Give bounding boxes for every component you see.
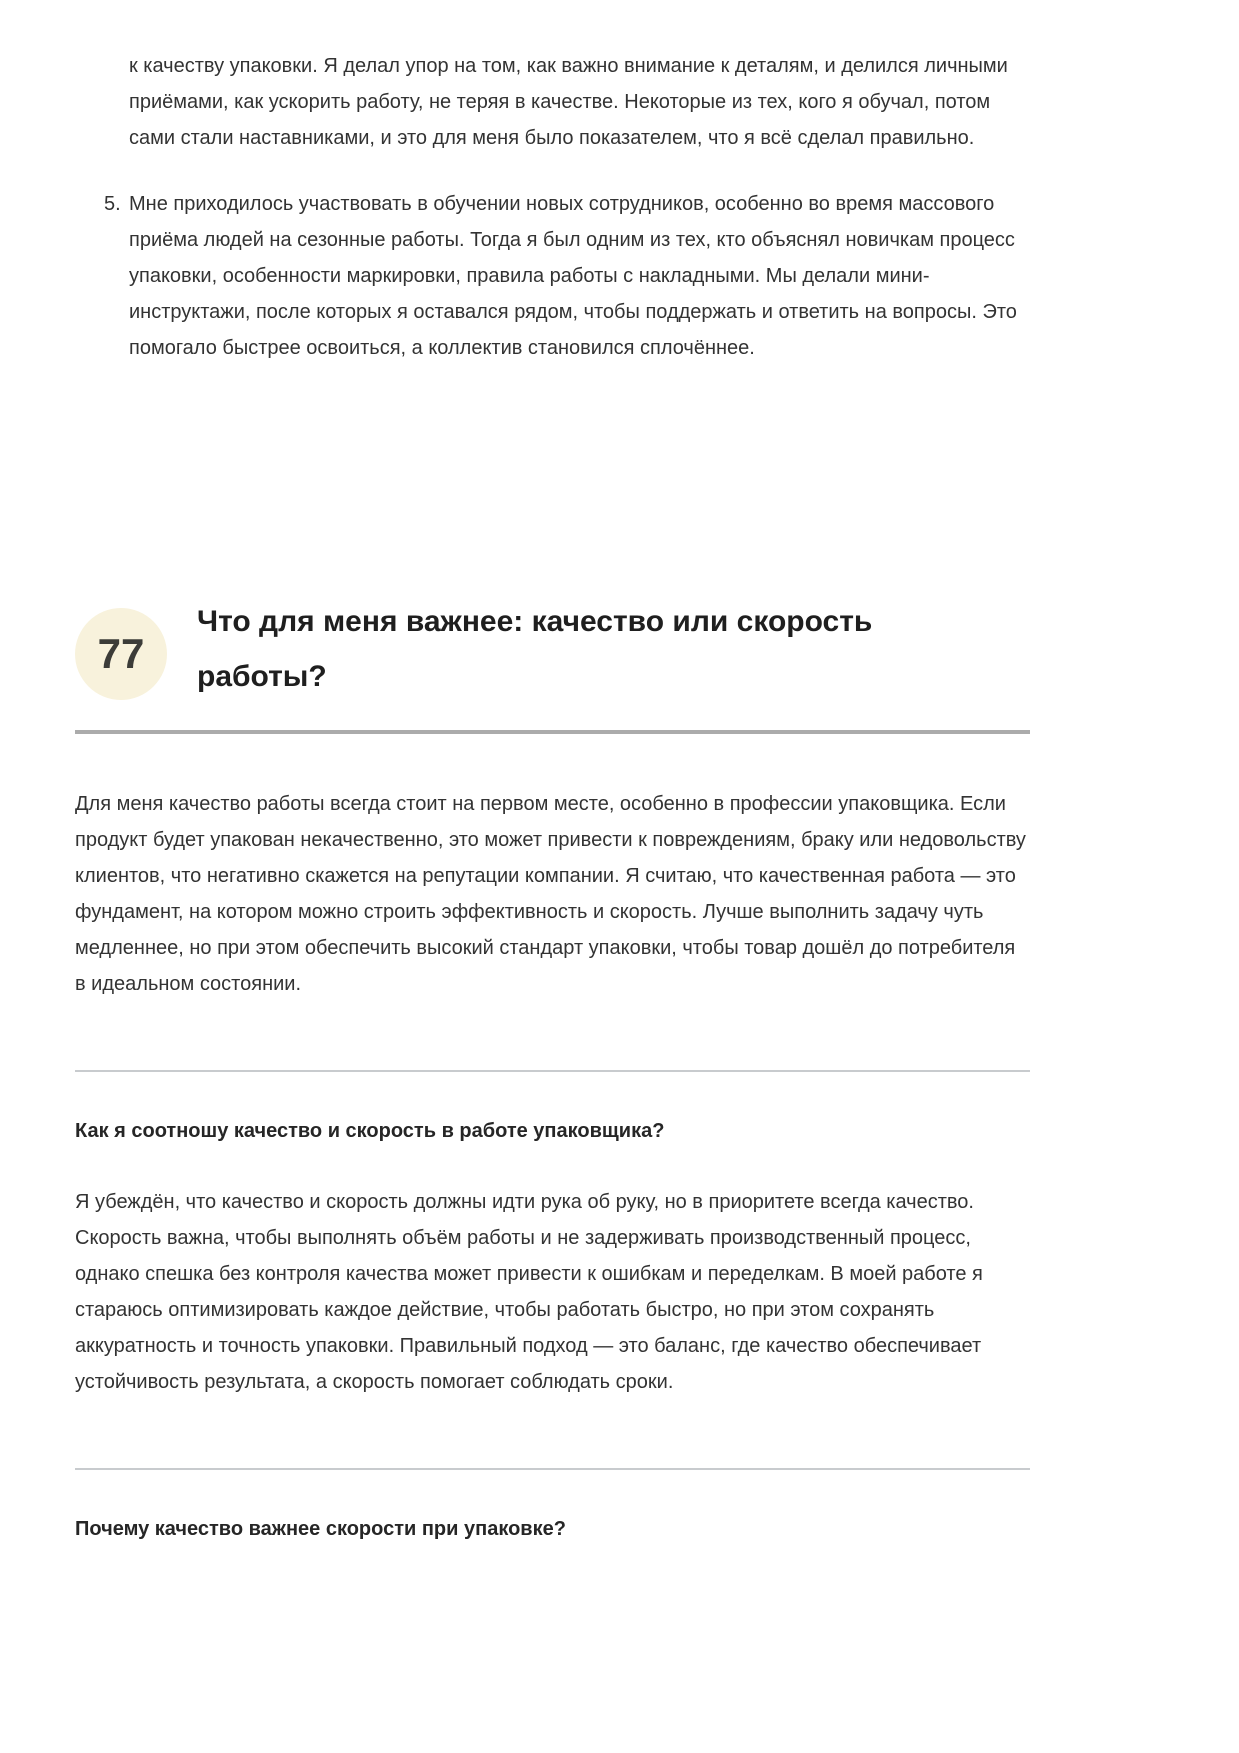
list-item-4-text: к качеству упаковки. Я делал упор на том, как важно внимание к деталям, и делился личными приёмами, как ускорить работу, не теряя в качестве. Некоторые из тех, кого я обучал, потом сами стали наставниками, и это для меня было показателем, что я всё сделал правильно.: [129, 55, 1008, 149]
document-content: [75, 48, 1030, 1544]
subsection-quality-speed: [75, 1070, 1030, 1400]
intro-paragraph: Для меня качество работы всегда стоит на первом месте, особенно в профессии упаковщика. Если продукт будет упакован некачественно, это может привести к повреждениям, браку или недовольству клиентов, что негативно скажется на репутации компании. Я считаю, что качественная работа — это фундамент, на котором можно строить эффективность и скорость. Лучше выполнить задачу чуть медленнее, но при этом обеспечить высокий стандарт упаковки, чтобы товар дошёл до потребителя в идеальном состоянии.: [75, 793, 1026, 995]
subsection-divider: [75, 1468, 1030, 1470]
section-divider: [75, 730, 1030, 734]
question-number: 77: [97, 630, 145, 677]
subsection-heading: Как я соотношу качество и скорость в работе упаковщика?: [75, 1120, 665, 1142]
list-item-5: [75, 186, 1030, 366]
subsection-heading: Почему качество важнее скорости при упаковке?: [75, 1518, 566, 1540]
question-title: Что для меня важнее: качество или скорость работы?: [197, 605, 873, 693]
subsection-why-quality: [75, 1468, 1030, 1544]
list-item-4-continuation: [75, 48, 1030, 156]
question-number-badge: [75, 608, 167, 700]
question-header: [75, 594, 1030, 704]
list-item-5-text: Мне приходилось участвовать в обучении новых сотрудников, особенно во время массового приёма людей на сезонные работы. Тогда я был одним из тех, кто объяснял новичкам процесс упаковки, особенности маркировки, правила работы с накладными. Мы делали мини-инструктажи, после которых я оставался рядом, чтобы поддержать и ответить на вопросы. Это помогало быстрее освоиться, а коллектив становился сплочённее.: [129, 193, 1017, 359]
numbered-list: [75, 48, 1030, 366]
subsection-divider: [75, 1070, 1030, 1072]
list-item-5-number: 5.: [104, 193, 121, 215]
subsection-paragraph: Я убеждён, что качество и скорость должны идти рука об руку, но в приоритете всегда качество. Скорость важна, чтобы выполнять объём работы и не задерживать производственный процесс, однако спешка без контроля качества может привести к ошибкам и переделкам. В моей работе я стараюсь оптимизировать каждое действие, чтобы работать быстро, но при этом сохранять аккуратность и точность упаковки. Правильный подход — это баланс, где качество обеспечивает устойчивость результата, а скорость помогает соблюдать сроки.: [75, 1191, 983, 1393]
